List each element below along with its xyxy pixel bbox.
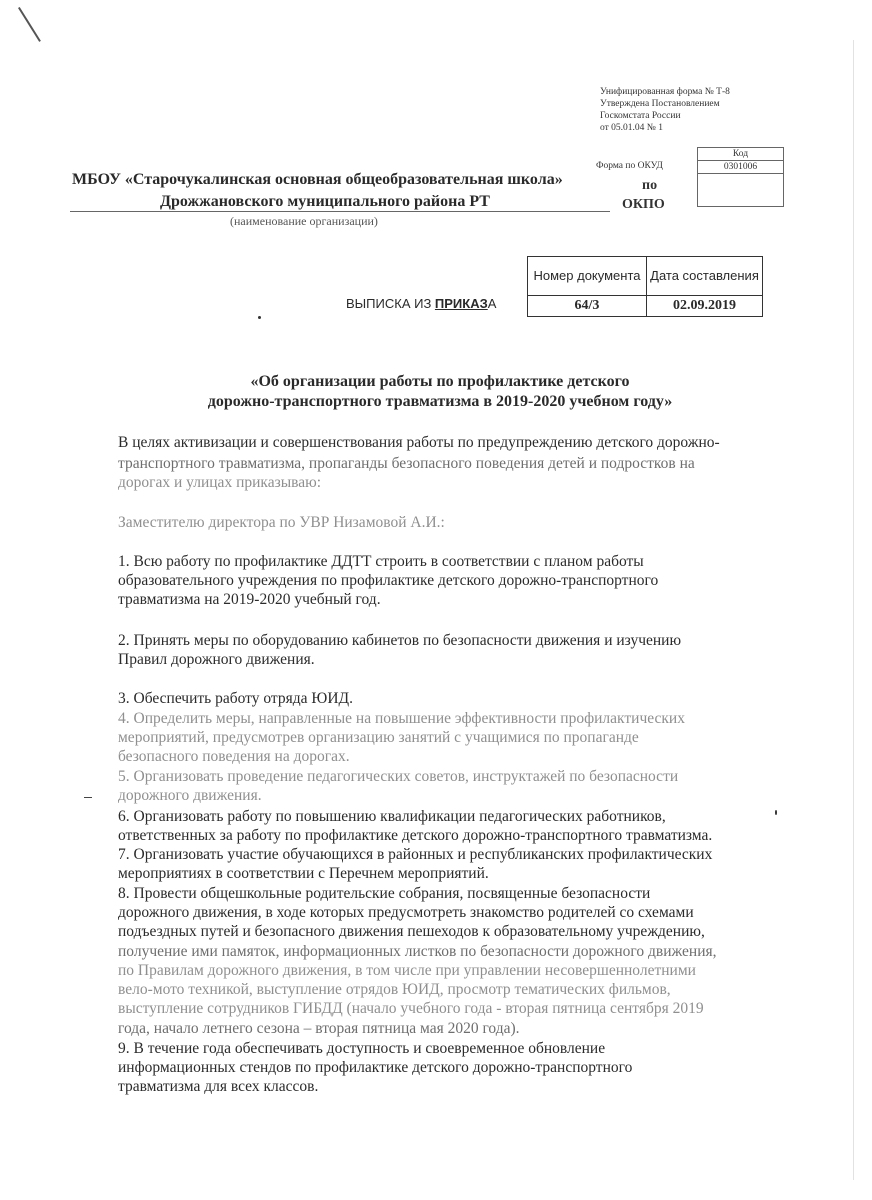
item-4-line2: мероприятий, предусмотрев организацию занятий с учащимися по пропаганде [118, 729, 639, 746]
item-1-line1: 1. Всю работу по профилактике ДДТТ строить в соответствии с планом работы [118, 553, 644, 570]
item-8-line2: дорожного движения, в ходе которых предусмотреть знакомство родителей со схемами [118, 904, 694, 921]
okpo-label: ОКПО [622, 197, 665, 212]
code-label: Код [698, 148, 783, 161]
item-8-line1: 8. Провести общешкольные родительские собрания, посвященные безопасности [118, 885, 651, 902]
scan-mark [84, 797, 92, 798]
item-5-line2: дорожного движения. [118, 787, 262, 804]
po-label: по [642, 178, 658, 193]
form-header [600, 86, 730, 134]
item-8-line7: выступление сотрудников ГИБДД (начало учебного года - вторая пятница сентября 2019 [118, 1000, 704, 1017]
code-box [697, 147, 784, 207]
organization-underline [70, 211, 610, 212]
item-2-line2: Правил дорожного движения. [118, 651, 315, 668]
scan-speck [258, 316, 261, 319]
item-1-line2: образовательного учреждения по профилактике детского дорожно-транспортного [118, 572, 659, 589]
item-7-line2: мероприятиях в соответствии с Перечнем мероприятий. [118, 865, 489, 882]
item-8-line8: года, начало летнего сезона – вторая пятница мая 2020 года). [118, 1020, 520, 1037]
order-title-line2: дорожно-транспортного травматизма в 2019-2020 учебном году» [207, 393, 673, 410]
extract-prefix: ВЫПИСКА ИЗ [346, 296, 435, 311]
item-8-line6: вело-мото техникой, выступление отрядов ЮИД, просмотр тематических фильмов, [118, 981, 671, 998]
item-9-line2: информационных стендов по профилактике детского дорожно-транспортного [118, 1059, 633, 1076]
order-title-line1: «Об организации работы по профилактике детского [250, 373, 630, 390]
item-4-line1: 4. Определить меры, направленные на повышение эффективности профилактических [118, 710, 685, 727]
item-5-line1: 5. Организовать проведение педагогических советов, инструктажей по безопасности [118, 768, 679, 785]
form-header-line: от 05.01.04 № 1 [600, 123, 663, 133]
extract-heading [346, 296, 496, 311]
item-8-line3: подъездных путей и безопасного движения пешеходов к образовательному учреждению, [118, 923, 705, 940]
item-9-line1: 9. В течение года обеспечивать доступность и своевременное обновление [118, 1040, 606, 1057]
item-8-line5: по Правилам дорожного движения, в том числе при управлении несовершеннолетними [118, 962, 696, 979]
okud-label: Форма по ОКУД [596, 161, 663, 171]
scan-artifact-line [18, 7, 41, 42]
addressee: Заместителю директора по УВР Низамовой А.И.: [118, 514, 445, 531]
extract-suffix: А [487, 296, 497, 311]
okpo-code [698, 174, 783, 206]
item-9-line3: травматизма для всех классов. [118, 1078, 319, 1095]
item-8-line4: получение ими памяток, информационных листков по безопасности дорожного движения, [118, 943, 717, 960]
item-6-line2: ответственных за работу по профилактике детского дорожно-транспортного травматизма. [118, 827, 713, 844]
item-4-line3: безопасного поведения на дорогах. [118, 748, 350, 765]
item-3: 3. Обеспечить работу отряда ЮИД. [118, 690, 353, 707]
form-header-line: Утверждена Постановлением [600, 99, 720, 109]
document-date: 02.09.2019 [647, 296, 763, 317]
organization-name-line1: МБОУ «Старочукалинская основная общеобразовательная школа» [72, 171, 563, 188]
date-header: Дата составления [647, 257, 763, 296]
intro-line2: транспортного травматизма, пропаганды безопасного поведения детей и подростков на [118, 455, 695, 472]
organization-caption: (наименование организации) [230, 214, 378, 228]
item-7-line1: 7. Организовать участие обучающихся в районных и республиканских профилактических [118, 846, 713, 863]
form-header-line: Унифицированная форма № Т-8 [600, 87, 730, 97]
order-title [160, 372, 720, 412]
document-number: 64/3 [528, 296, 647, 317]
organization-name-line2: Дрожжановского муниципального района РТ [160, 193, 490, 210]
extract-word: ПРИКАЗ [434, 296, 488, 311]
form-header-line: Госкомстата России [600, 111, 681, 121]
intro-line1: В целях активизации и совершенствования работы по предупреждению детского дорожно- [118, 434, 720, 451]
item-6-line1: 6. Организовать работу по повышению квалификации педагогических работников, [118, 808, 666, 825]
intro-line3: дорогах и улицах приказываю: [118, 474, 321, 491]
okud-code: 0301006 [698, 161, 783, 174]
document-table [527, 256, 763, 317]
scan-edge [853, 40, 854, 1180]
item-2-line1: 2. Принять меры по оборудованию кабинетов по безопасности движения и изучению [118, 632, 682, 649]
item-1-line3: травматизма на 2019-2020 учебный год. [118, 591, 381, 608]
number-header: Номер документа [528, 257, 647, 296]
